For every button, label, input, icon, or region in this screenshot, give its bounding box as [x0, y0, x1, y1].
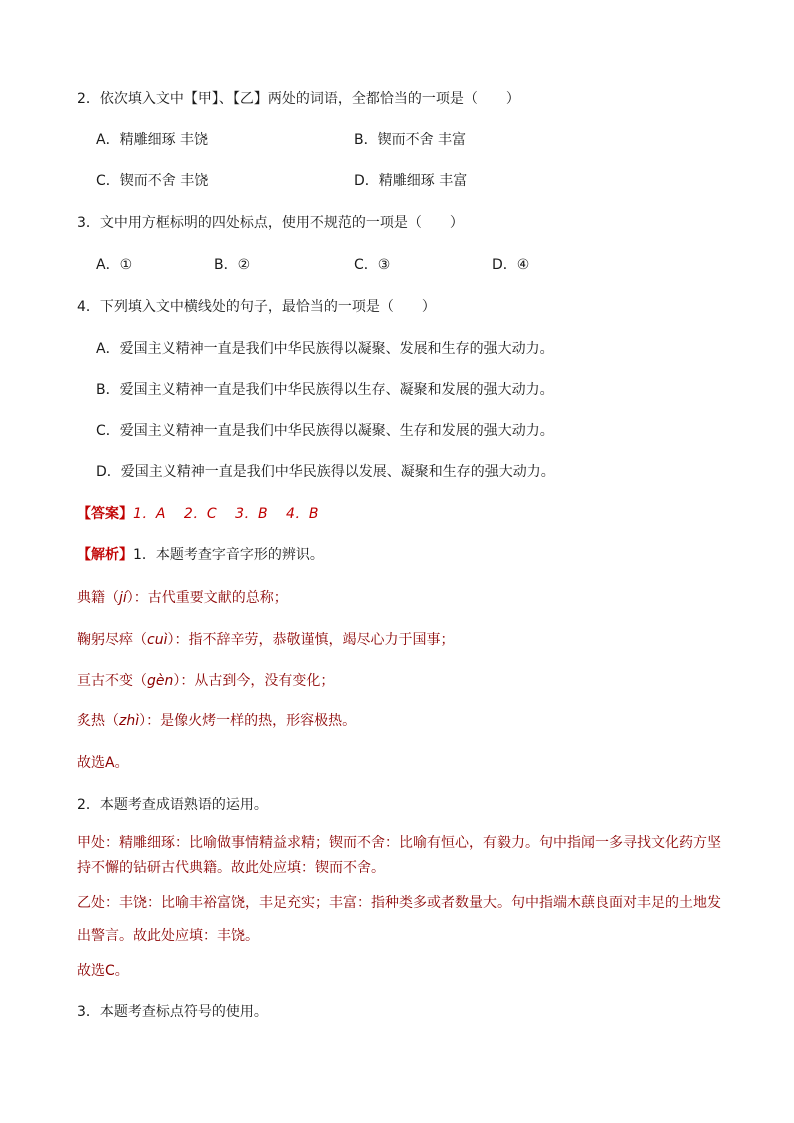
q4-option-d: D．爱国主义精神一直是我们中华民族得以发展、凝聚和生存的强大动力。	[96, 464, 555, 480]
q4-option-a: A．爱国主义精神一直是我们中华民族得以凝聚、发展和生存的强大动力。	[96, 341, 554, 357]
analysis-item	[77, 672, 334, 690]
analysis-item	[77, 631, 454, 649]
analysis-part3-title: 3．本题考查标点符号的使用。	[77, 1004, 268, 1020]
analysis-item-def: ）：古代重要文献的总称；	[126, 590, 288, 606]
analysis-item	[77, 589, 288, 607]
analysis-item-term: 鞠躬尽瘁（	[77, 632, 147, 648]
q2-option-c: C．锲而不舍 丰饶	[96, 173, 209, 189]
q2-option-a: A．精雕细琢 丰饶	[96, 132, 209, 148]
analysis-part2-yi-line1: 乙处：丰饶：比喻丰裕富饶，丰足充实；丰富：指种类多或者数量大。句中指端木蕻良面对丰足的土地发	[77, 895, 721, 911]
analysis-part2-jia-line1: 甲处：精雕细琢：比喻做事情精益求精；锲而不舍：比喻有恒心，有毅力。句中指闻一多寻找文化药方坚	[77, 835, 721, 851]
q2-option-b: B．锲而不舍 丰富	[354, 132, 467, 148]
q4-stem: 4．下列填入文中横线处的句子，最恰当的一项是（ ）	[77, 299, 436, 315]
analysis-intro-line	[77, 546, 324, 564]
analysis-conclusion-2: 故选C。	[77, 963, 129, 979]
analysis-part2-jia-line2: 持不懈的钻研古代典籍。故此处应填：锲而不舍。	[77, 860, 385, 876]
analysis-item	[77, 712, 356, 730]
answer-text: 1．A 2．C 3．B 4．B	[133, 506, 319, 522]
analysis-item-pinyin: jí	[119, 590, 127, 606]
analysis-intro: 1．本题考查字音字形的辨识。	[133, 547, 324, 563]
q3-option-d: D．④	[492, 257, 530, 273]
analysis-part2-title: 2．本题考查成语熟语的运用。	[77, 797, 268, 813]
analysis-part2-yi-line2: 出警言。故此处应填：丰饶。	[77, 928, 259, 944]
q4-option-c: C．爱国主义精神一直是我们中华民族得以凝聚、生存和发展的强大动力。	[96, 423, 554, 439]
analysis-item-def: ）：从古到今，没有变化；	[173, 673, 335, 689]
q3-option-c: C．③	[354, 257, 391, 273]
q3-option-b: B．②	[214, 257, 251, 273]
analysis-label: 【解析】	[77, 547, 133, 563]
analysis-item-pinyin: gèn	[147, 673, 174, 689]
answer-label: 【答案】	[77, 506, 133, 522]
analysis-conclusion-1: 故选A。	[77, 755, 129, 771]
analysis-item-pinyin: zhì	[119, 713, 140, 729]
analysis-item-pinyin: cuì	[147, 632, 168, 648]
q3-stem: 3．文中用方框标明的四处标点，使用不规范的一项是（ ）	[77, 215, 464, 231]
answer-line	[77, 505, 319, 523]
analysis-item-def: ）：是像火烤一样的热，形容极热。	[139, 713, 357, 729]
q3-option-a: A．①	[96, 257, 133, 273]
q4-option-b: B．爱国主义精神一直是我们中华民族得以生存、凝聚和发展的强大动力。	[96, 382, 554, 398]
q2-option-d: D．精雕细琢 丰富	[354, 173, 468, 189]
analysis-item-term: 炙热（	[77, 713, 119, 729]
analysis-item-def: ）：指不辞辛劳，恭敬谨慎，竭尽心力于国事；	[167, 632, 455, 648]
analysis-item-term: 典籍（	[77, 590, 119, 606]
analysis-item-term: 亘古不变（	[77, 673, 147, 689]
q2-stem: 2．依次填入文中【甲】、【乙】两处的词语，全都恰当的一项是（ ）	[77, 91, 520, 107]
